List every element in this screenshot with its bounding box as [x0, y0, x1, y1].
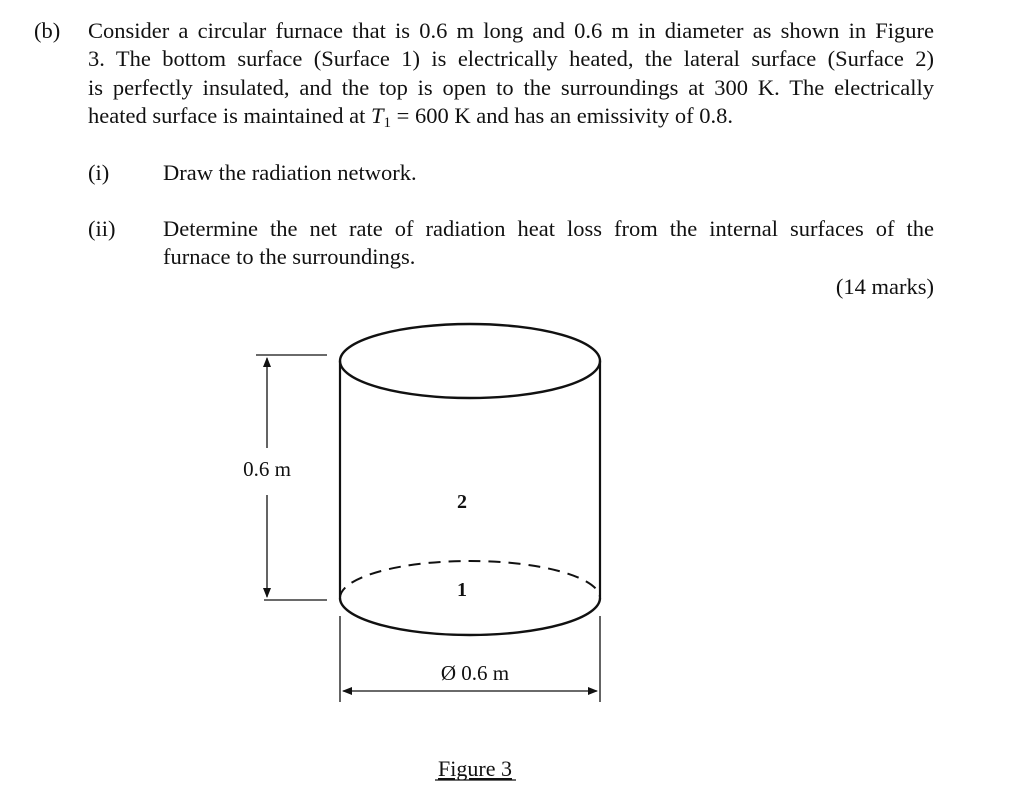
part-label: (b) [34, 18, 61, 43]
marks-label: (14 marks) [835, 274, 934, 299]
line4-after: = 600 K and has an emissivity of 0.8. [391, 103, 734, 128]
temperature-subscript: 1 [383, 115, 392, 131]
cylinder-bottom-hidden-arc [340, 561, 600, 598]
subpart-ii-line-2: furnace to the surroundings. [163, 244, 416, 269]
subpart-i-text: Draw the radiation network. [163, 160, 417, 185]
line4-before: heated surface is maintained at [88, 103, 371, 128]
height-label: 0.6 m [243, 457, 291, 481]
surface-1-label: 1 [457, 579, 467, 601]
subpart-ii-line-1: Determine the net rate of radiation heat loss from the internal surfaces of the [163, 216, 934, 241]
subpart-i-label: (i) [88, 160, 110, 185]
question-line-2: 3. The bottom surface (Surface 1) is electrically heated, the lateral surface (Surface 2) [88, 46, 934, 71]
diameter-label: Ø 0.6 m [440, 661, 510, 685]
question-line-3: is perfectly insulated, and the top is open to the surroundings at 300 K. The electrically [88, 75, 934, 100]
cylinder-bottom-front-arc [340, 598, 600, 635]
surface-2-label: 2 [457, 491, 467, 513]
figure-caption: Figure 3 [438, 756, 512, 781]
temperature-symbol: T [371, 103, 384, 128]
subpart-ii-label: (ii) [88, 216, 116, 241]
cylinder-top-opening [340, 324, 600, 398]
question-line-1: Consider a circular furnace that is 0.6 m long and 0.6 m in diameter as shown in Figure [88, 18, 934, 43]
